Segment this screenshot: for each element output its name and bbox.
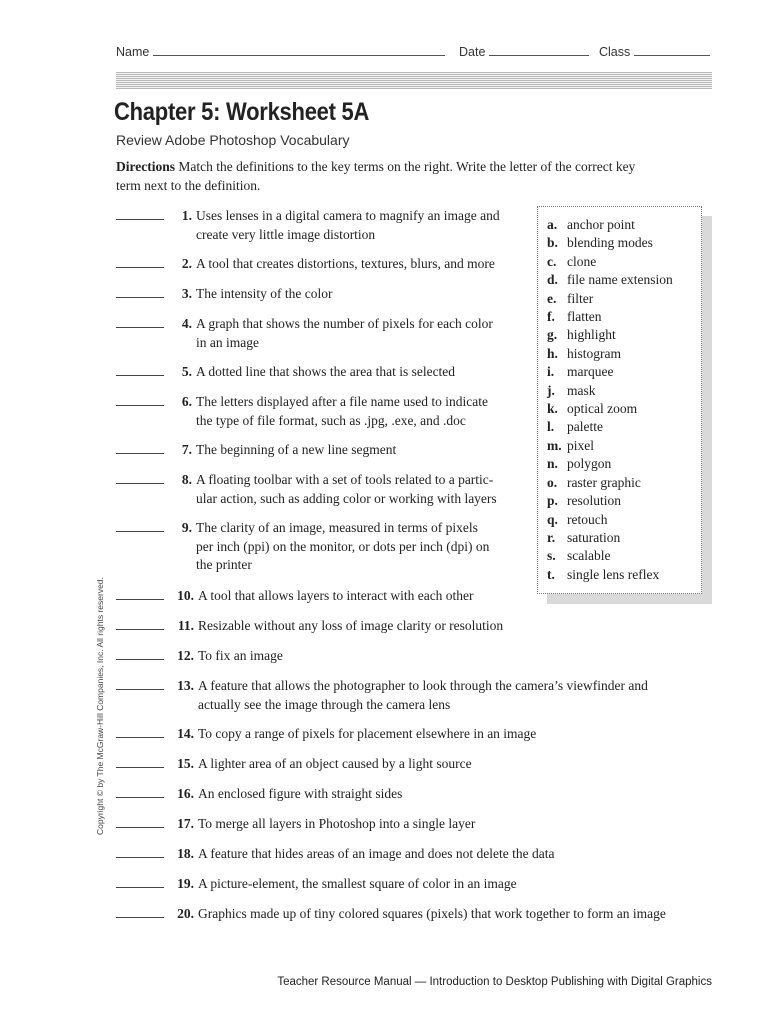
key-term-text: optical zoom bbox=[567, 401, 638, 417]
key-term-item bbox=[547, 363, 673, 381]
question-item bbox=[116, 647, 283, 666]
directions bbox=[116, 158, 636, 195]
answer-blank[interactable] bbox=[116, 441, 164, 454]
question-text-line: A dotted line that shows the area that is selected bbox=[196, 364, 456, 379]
key-term-text: mask bbox=[567, 382, 596, 398]
key-term-text: pixel bbox=[567, 437, 594, 453]
key-term-item bbox=[547, 437, 673, 455]
question-text-line: the printer bbox=[196, 557, 252, 572]
key-term-letter: q. bbox=[547, 511, 558, 527]
question-text bbox=[198, 755, 472, 774]
question-number: 12. bbox=[177, 648, 194, 663]
key-term-text: raster graphic bbox=[567, 474, 641, 490]
key-term-letter: k. bbox=[547, 401, 558, 417]
question-item bbox=[116, 755, 472, 774]
key-term-letter: d. bbox=[547, 272, 558, 288]
key-term-text: highlight bbox=[567, 327, 616, 343]
question-text-line: per inch (ppi) on the monitor, or dots per inch (dpi) on bbox=[196, 538, 490, 554]
key-term-text: marquee bbox=[567, 364, 614, 380]
question-item bbox=[116, 393, 488, 430]
key-term-item bbox=[547, 566, 673, 584]
key-term-item bbox=[547, 271, 673, 289]
key-term-letter: e. bbox=[547, 290, 557, 306]
question-item bbox=[116, 725, 536, 744]
question-text bbox=[198, 647, 283, 666]
question-item bbox=[116, 785, 402, 804]
key-term-letter: j. bbox=[547, 382, 555, 398]
key-term-text: polygon bbox=[567, 456, 612, 472]
question-text bbox=[198, 905, 666, 924]
key-term-text: filter bbox=[567, 290, 594, 306]
answer-blank[interactable] bbox=[116, 647, 164, 660]
key-term-text: palette bbox=[567, 419, 603, 435]
key-term-letter: h. bbox=[547, 345, 558, 361]
key-term-text: flatten bbox=[567, 309, 602, 325]
question-number: 1. bbox=[181, 208, 192, 223]
answer-blank[interactable] bbox=[116, 315, 164, 328]
answer-blank[interactable] bbox=[116, 255, 164, 268]
key-term-item bbox=[547, 400, 673, 418]
question-text bbox=[198, 725, 536, 744]
key-term-text: anchor point bbox=[567, 217, 635, 232]
question-text-line: A floating toolbar with a set of tools related to a partic- bbox=[196, 472, 494, 487]
key-term-item bbox=[547, 547, 673, 565]
question-item bbox=[116, 815, 475, 834]
question-item bbox=[116, 617, 503, 636]
question-text-line: A graph that shows the number of pixels for each color bbox=[196, 316, 493, 331]
key-term-text: resolution bbox=[567, 493, 621, 509]
question-item bbox=[116, 519, 489, 575]
question-text bbox=[196, 441, 396, 460]
answer-blank[interactable] bbox=[116, 393, 164, 406]
question-number: 8. bbox=[181, 472, 192, 487]
key-term-text: single lens reflex bbox=[567, 566, 660, 582]
question-number: 2. bbox=[181, 256, 192, 271]
question-text-line: A tool that allows layers to interact with each other bbox=[198, 588, 474, 603]
answer-blank[interactable] bbox=[116, 519, 164, 532]
key-term-letter: o. bbox=[547, 474, 558, 490]
question-number: 13. bbox=[177, 678, 194, 693]
question-number: 6. bbox=[181, 394, 192, 409]
question-text-line: The beginning of a new line segment bbox=[196, 442, 397, 457]
key-term-letter: c. bbox=[547, 253, 557, 269]
answer-blank[interactable] bbox=[116, 875, 164, 888]
question-number: 19. bbox=[177, 876, 194, 891]
key-term-letter: f. bbox=[547, 309, 555, 325]
question-text-line: in an image bbox=[196, 334, 259, 350]
directions-label: Directions bbox=[116, 159, 175, 174]
date-label: Date bbox=[459, 45, 486, 59]
key-term-item bbox=[547, 529, 673, 547]
question-number: 9. bbox=[181, 520, 192, 535]
key-term-letter: p. bbox=[547, 493, 558, 509]
key-term-text: scalable bbox=[567, 548, 611, 564]
question-item bbox=[116, 363, 455, 382]
question-text bbox=[198, 815, 475, 834]
key-term-letter: g. bbox=[547, 327, 558, 343]
key-term-item bbox=[547, 234, 673, 252]
question-text-line: A lighter area of an object caused by a light source bbox=[198, 756, 472, 771]
key-term-letter: l. bbox=[547, 419, 555, 435]
key-term-item bbox=[547, 290, 673, 308]
answer-blank[interactable] bbox=[116, 755, 164, 768]
key-term-letter: i. bbox=[547, 364, 555, 380]
question-number: 14. bbox=[177, 726, 194, 741]
question-text-line: The clarity of an image, measured in terms of pixels bbox=[196, 520, 478, 535]
directions-text: Match the definitions to the key terms on the right. Write the letter of the correct key term next to the definition. bbox=[116, 159, 636, 193]
question-text bbox=[196, 363, 455, 382]
question-text-line: A feature that hides areas of an image and does not delete the data bbox=[198, 846, 555, 861]
answer-blank[interactable] bbox=[116, 471, 164, 484]
key-term-text: blending modes bbox=[567, 235, 653, 251]
answer-blank[interactable] bbox=[116, 285, 164, 298]
header-divider-band bbox=[116, 72, 712, 89]
question-number: 17. bbox=[177, 816, 194, 831]
answer-blank[interactable] bbox=[116, 785, 164, 798]
key-term-item bbox=[547, 418, 673, 436]
question-item bbox=[116, 905, 666, 924]
key-term-letter: s. bbox=[547, 548, 556, 564]
question-text bbox=[196, 285, 332, 304]
key-term-letter: b. bbox=[547, 235, 558, 251]
question-number: 3. bbox=[181, 286, 192, 301]
class-field bbox=[599, 44, 710, 59]
question-text-line: the type of file format, such as .jpg, .exe, and .doc bbox=[196, 412, 466, 428]
question-item bbox=[116, 875, 517, 894]
key-term-item bbox=[547, 474, 673, 492]
date-blank-line[interactable] bbox=[489, 44, 589, 56]
answer-blank[interactable] bbox=[116, 363, 164, 376]
question-text-line: To merge all layers in Photoshop into a single layer bbox=[198, 816, 476, 831]
answer-blank[interactable] bbox=[116, 905, 164, 918]
name-blank-line[interactable] bbox=[153, 44, 445, 56]
question-text bbox=[196, 207, 500, 244]
question-number: 11. bbox=[177, 618, 194, 633]
key-term-text: file name extension bbox=[567, 272, 673, 288]
question-text-line: actually see the image through the camera lens bbox=[198, 696, 451, 712]
question-number: 15. bbox=[177, 756, 194, 771]
key-term-item bbox=[547, 345, 673, 363]
answer-blank[interactable] bbox=[116, 587, 164, 600]
question-text-line: An enclosed figure with straight sides bbox=[198, 786, 403, 801]
question-text-line: A picture-element, the smallest square of color in an image bbox=[198, 876, 517, 891]
question-number: 20. bbox=[177, 906, 194, 921]
key-term-letter: t. bbox=[547, 566, 555, 582]
answer-blank[interactable] bbox=[116, 617, 164, 630]
question-number: 4. bbox=[181, 316, 192, 331]
question-text bbox=[198, 587, 474, 606]
question-item bbox=[116, 845, 554, 864]
name-field bbox=[116, 44, 445, 59]
question-text-line: A tool that creates distortions, textures, blurs, and more bbox=[196, 256, 495, 271]
class-label: Class bbox=[599, 45, 631, 59]
key-term-item bbox=[547, 492, 673, 510]
answer-blank[interactable] bbox=[116, 845, 164, 858]
key-term-item bbox=[547, 326, 673, 344]
question-number: 16. bbox=[177, 786, 194, 801]
name-label: Name bbox=[116, 45, 150, 59]
question-text-line: create very little image distortion bbox=[196, 226, 376, 242]
key-term-item bbox=[547, 216, 673, 234]
key-term-item bbox=[547, 253, 673, 271]
key-term-letter: n. bbox=[547, 456, 558, 472]
question-item bbox=[116, 207, 500, 244]
key-term-item bbox=[547, 455, 673, 473]
key-terms-box bbox=[537, 206, 702, 594]
question-item bbox=[116, 285, 332, 304]
question-text-line: To fix an image bbox=[198, 648, 283, 663]
question-text-line: Uses lenses in a digital camera to magnify an image and bbox=[196, 208, 500, 223]
question-item bbox=[116, 441, 396, 460]
page-subtitle: Review Adobe Photoshop Vocabulary bbox=[116, 132, 350, 148]
date-field bbox=[459, 44, 589, 59]
key-term-text: saturation bbox=[567, 529, 621, 545]
key-term-item bbox=[547, 308, 673, 326]
question-item bbox=[116, 471, 497, 508]
question-item bbox=[116, 255, 495, 274]
key-term-item bbox=[547, 511, 673, 529]
question-number: 18. bbox=[177, 846, 194, 861]
question-text-line: The intensity of the color bbox=[196, 286, 333, 301]
key-term-letter: r. bbox=[547, 529, 556, 545]
question-text-line: A feature that allows the photographer to look through the camera’s viewfinder and bbox=[198, 678, 648, 693]
question-text bbox=[196, 393, 488, 430]
class-blank-line[interactable] bbox=[634, 44, 710, 56]
question-text bbox=[196, 315, 493, 352]
question-text bbox=[198, 845, 554, 864]
answer-blank[interactable] bbox=[116, 677, 164, 690]
question-number: 5. bbox=[181, 364, 192, 379]
question-number: 7. bbox=[181, 442, 192, 457]
page-footer: Teacher Resource Manual — Introduction to Desktop Publishing with Digital Graphics bbox=[277, 976, 712, 988]
key-term-item bbox=[547, 382, 673, 400]
key-term-letter: a. bbox=[547, 217, 558, 232]
question-item bbox=[116, 677, 648, 714]
question-text-line: The letters displayed after a file name used to indicate bbox=[196, 394, 489, 409]
question-text-line: To copy a range of pixels for placement elsewhere in an image bbox=[198, 726, 537, 741]
question-text bbox=[198, 617, 503, 636]
key-term-letter: m. bbox=[547, 437, 562, 453]
question-text bbox=[196, 519, 489, 575]
answer-blank[interactable] bbox=[116, 815, 164, 828]
key-term-text: clone bbox=[567, 253, 597, 269]
answer-blank[interactable] bbox=[116, 725, 164, 738]
question-text bbox=[198, 785, 402, 804]
question-text-line: Graphics made up of tiny colored squares (pixels) that work together to form an image bbox=[198, 906, 666, 921]
question-text-line: Resizable without any loss of image clarity or resolution bbox=[198, 618, 504, 633]
question-text-line: ular action, such as adding color or working with layers bbox=[196, 490, 497, 506]
question-number: 10. bbox=[177, 588, 194, 603]
key-term-text: retouch bbox=[567, 511, 608, 527]
question-text bbox=[196, 471, 497, 508]
question-text bbox=[198, 677, 648, 714]
question-item bbox=[116, 315, 493, 352]
question-text bbox=[198, 875, 517, 894]
key-term-text: histogram bbox=[567, 345, 621, 361]
page-title: Chapter 5: Worksheet 5A bbox=[114, 98, 370, 126]
question-item bbox=[116, 587, 474, 606]
answer-blank[interactable] bbox=[116, 207, 164, 220]
key-terms-list bbox=[547, 216, 673, 584]
question-text bbox=[196, 255, 495, 274]
